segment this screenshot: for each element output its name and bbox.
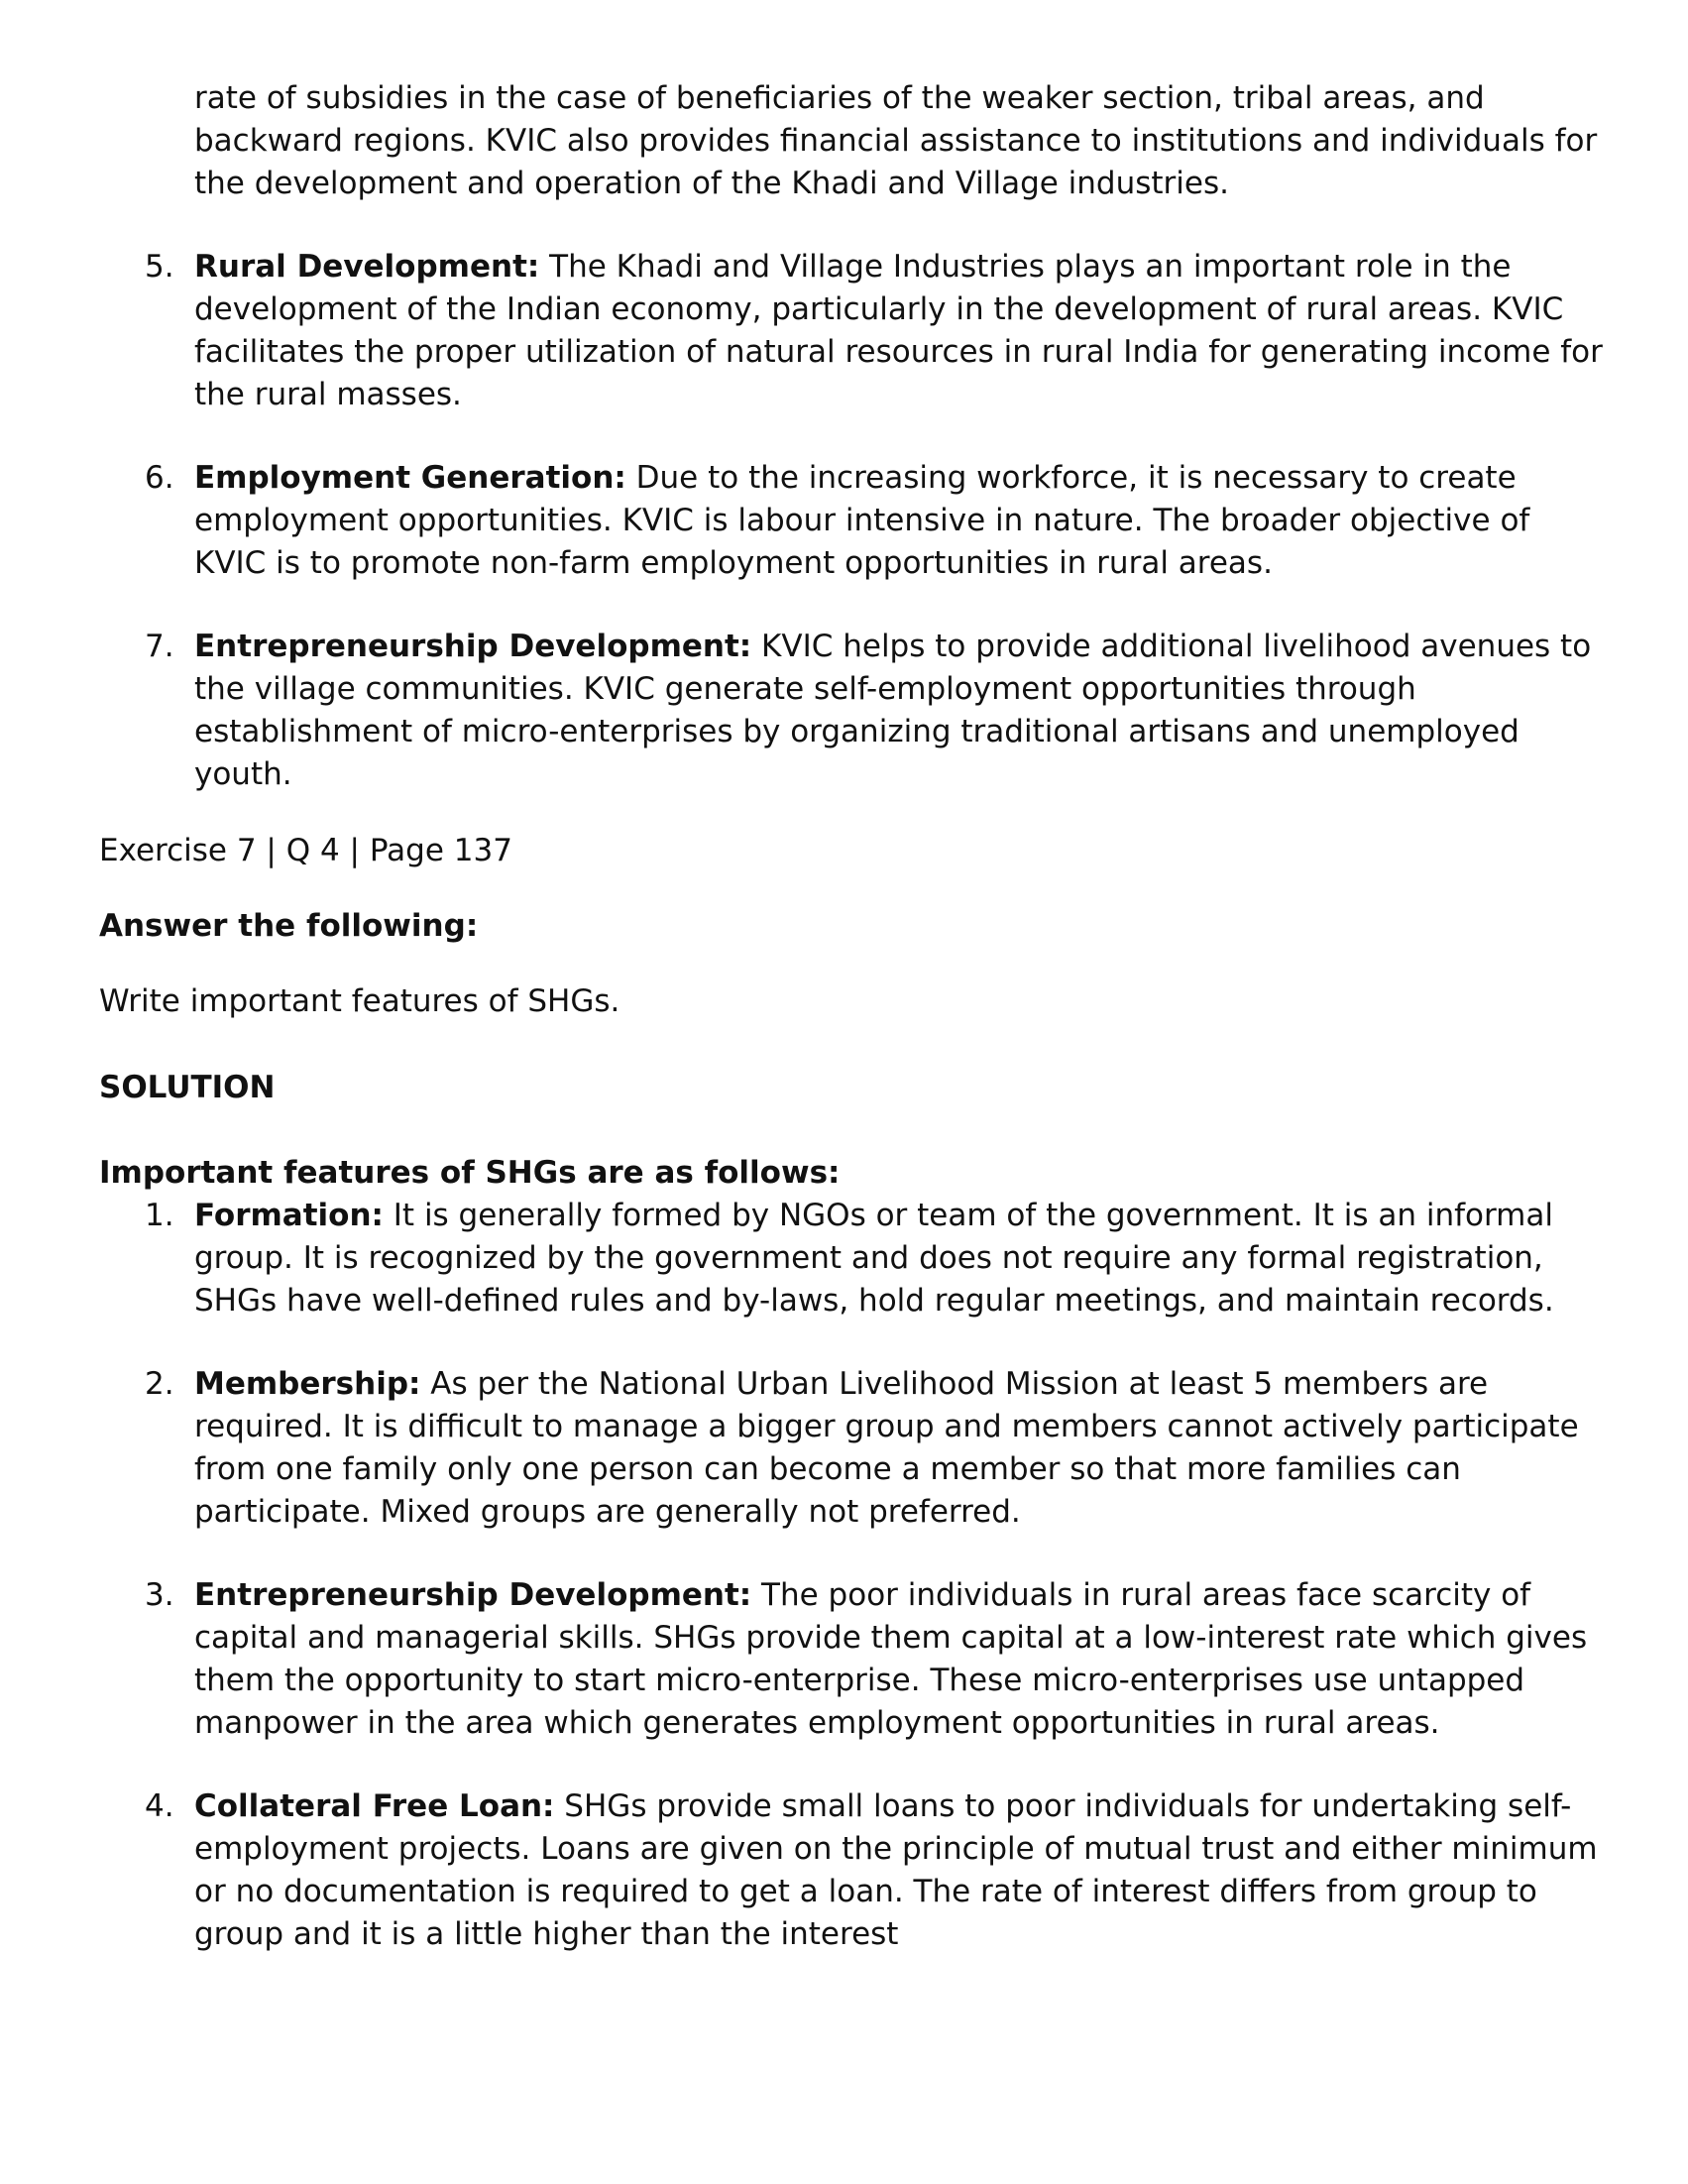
item-text: KVIC helps to provide additional livelihood avenues to the village communities. KVIC generate self-employment opportunities through establishment of micro-enterprises by organizing traditional artisans and unemployed youth.: [194, 629, 1592, 792]
item-number: 3.: [145, 1577, 174, 1613]
item-term: Entrepreneurship Development:: [194, 629, 752, 664]
list-item: [99, 1195, 1606, 1322]
list-item: [99, 1785, 1606, 1956]
item-number: 6.: [145, 460, 174, 496]
item-term: Membership:: [194, 1366, 421, 1402]
item-text: SHGs provide small loans to poor individuals for undertaking self-employment projects. Loans are given on the principle of mutual trust and either minimum or no documentation is required to get a loan. The rate of interest differs from group to group and it is a little higher than the interest: [194, 1788, 1598, 1952]
item-number: 5.: [145, 249, 174, 285]
shg-features-list: [99, 1195, 1606, 1956]
item-term: Collateral Free Loan:: [194, 1788, 555, 1824]
list-item: [99, 626, 1606, 796]
item-text: The poor individuals in rural areas face scarcity of capital and managerial skills. SHGs provide them capital at a low-interest rate which gives them the opportunity to start micro-enterprise. These micro-enterprises use untapped manpower in the area which generates employment opportunities in rural areas.: [194, 1577, 1588, 1741]
question-heading: Answer the following:: [99, 908, 479, 944]
item-text: The Khadi and Village Industries plays an important role in the development of the Indian economy, particularly in the development of rural areas. KVIC facilitates the proper utilization of natural resources in rural India for generating income for the rural masses.: [194, 249, 1603, 412]
item-number: 4.: [145, 1788, 174, 1824]
continuation-paragraph: rate of subsidies in the case of beneficiaries of the weaker section, tribal areas, and backward regions. KVIC also provides financial assistance to institutions and individuals for the development and operation of the Khadi and Village industries.: [194, 80, 1598, 201]
item-term: Formation:: [194, 1198, 384, 1233]
document-page: [99, 77, 1606, 1997]
solution-heading: SOLUTION: [99, 1070, 276, 1105]
item-text: As per the National Urban Livelihood Mission at least 5 members are required. It is difficult to manage a bigger group and members cannot actively participate from one family only one person can become a member so that more families can participate. Mixed groups are generally not preferred.: [194, 1366, 1579, 1530]
item-term: Entrepreneurship Development:: [194, 1577, 752, 1613]
item-text: Due to the increasing workforce, it is necessary to create employment opportunities. KVIC is labour intensive in nature. The broader objective of KVIC is to promote non-farm employment opportunities in rural areas.: [194, 460, 1530, 581]
item-number: 1.: [145, 1198, 174, 1233]
item-term: Employment Generation:: [194, 460, 626, 496]
features-heading: Important features of SHGs are as follows:: [99, 1155, 841, 1191]
list-item: [99, 457, 1606, 585]
item-number: 2.: [145, 1366, 174, 1402]
kvic-features-list: [99, 246, 1606, 796]
list-item: [99, 1363, 1606, 1534]
item-text: It is generally formed by NGOs or team of the government. It is an informal group. It is recognized by the government and does not require any formal registration, SHGs have well-defined rules and by-laws, hold regular meetings, and maintain records.: [194, 1198, 1554, 1319]
item-term: Rural Development:: [194, 249, 540, 285]
list-item: [99, 246, 1606, 416]
question-text: Write important features of SHGs.: [99, 983, 620, 1019]
exercise-reference: Exercise 7 | Q 4 | Page 137: [99, 833, 512, 868]
list-item: [99, 1574, 1606, 1745]
item-number: 7.: [145, 629, 174, 664]
